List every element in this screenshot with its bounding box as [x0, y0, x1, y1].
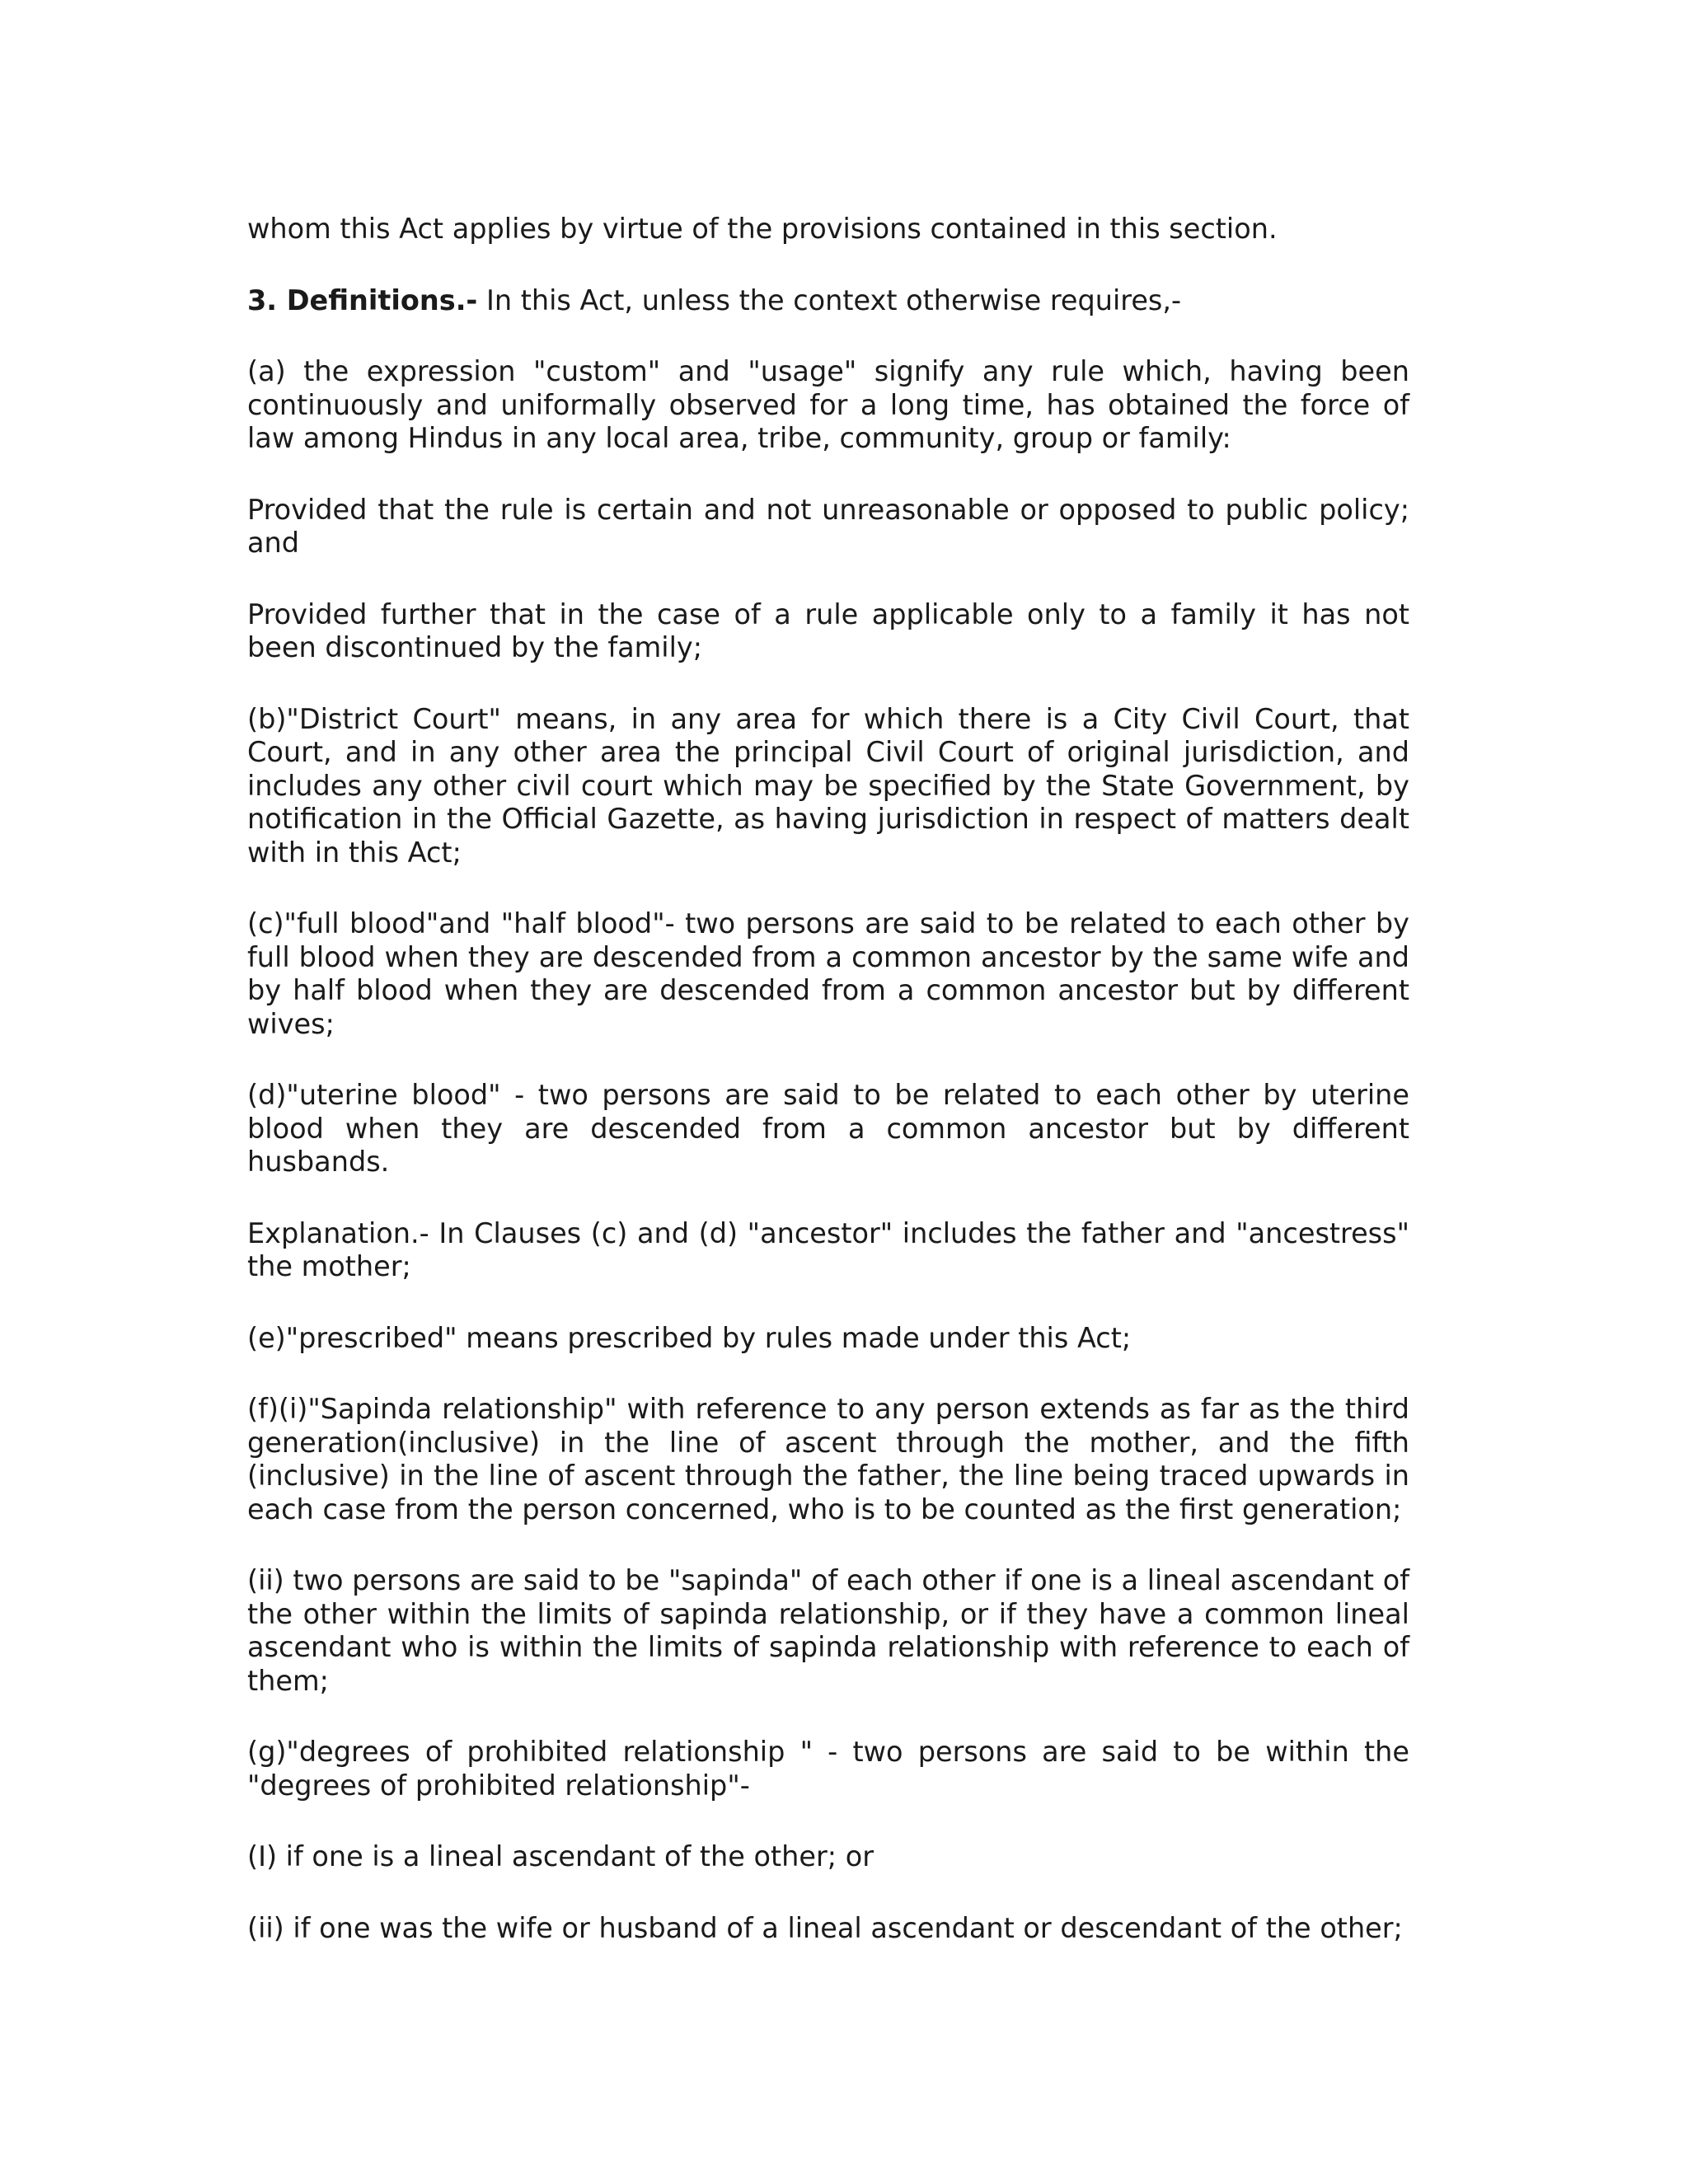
paragraph-text: Provided further that in the case of a rule applicable only to a family it has not been discontinued by the family; [247, 598, 1409, 663]
clause-g-i [247, 1840, 1409, 1874]
clause-e [247, 1322, 1409, 1356]
paragraph-text: (a) the expression "custom" and "usage" signify any rule which, having been continuously and uniformally observed for a long time, has obtained the force of law among Hindus in any local area, tribe, community, group or family: [247, 355, 1409, 454]
proviso-2 [247, 598, 1409, 665]
document-page [247, 213, 1409, 1983]
paragraph-text: (ii) if one was the wife or husband of a lineal ascendant or descendant of the other; [247, 1911, 1403, 1944]
clause-f-i [247, 1393, 1409, 1526]
paragraph-text: In this Act, unless the context otherwise requires,- [477, 284, 1182, 316]
clause-b [247, 703, 1409, 870]
clause-g-ii [247, 1912, 1409, 1946]
explanation [247, 1217, 1409, 1284]
section-3-heading-paragraph [247, 284, 1409, 318]
section-heading: 3. Definitions.- [247, 284, 478, 316]
paragraph-text: (b)"District Court" means, in any area for which there is a City Civil Court, that Court, and in any other area the principal Civil Court of original jurisdiction, and includes any other civil court which may be specified by the State Government, by notification in the Official Gazette, as having jurisdiction in respect of matters dealt with in this Act; [247, 702, 1409, 869]
paragraph-text: (d)"uterine blood" - two persons are said to be related to each other by uterine blood when they are descended from a common ancestor but by different husbands. [247, 1079, 1409, 1178]
clause-c [247, 907, 1409, 1041]
paragraph-text: (ii) two persons are said to be "sapinda" of each other if one is a lineal ascendant of the other within the limits of sapinda relationship, or if they have a common lineal ascendant who is within the limits of sapinda relationship with reference to each of them; [247, 1564, 1409, 1697]
clause-f-ii [247, 1564, 1409, 1698]
paragraph-text: (c)"full blood"and "half blood"- two persons are said to be related to each other by full blood when they are descended from a common ancestor by the same wife and by half blood when they are descended from a common ancestor but by different wives; [247, 907, 1409, 1040]
clause-a [247, 355, 1409, 456]
paragraph-text: Provided that the rule is certain and not unreasonable or opposed to public policy; and [247, 493, 1409, 559]
clause-d [247, 1079, 1409, 1179]
proviso-1 [247, 494, 1409, 560]
paragraph-text: (e)"prescribed" means prescribed by rules made under this Act; [247, 1321, 1132, 1354]
paragraph-intro [247, 213, 1409, 246]
paragraph-text: Explanation.- In Clauses (c) and (d) "ancestor" includes the father and "ancestress" the mother; [247, 1216, 1409, 1282]
clause-g [247, 1736, 1409, 1802]
paragraph-text: (f)(i)"Sapinda relationship" with reference to any person extends as far as the third generation(inclusive) in the line of ascent through the mother, and the fifth (inclusive) in the line of ascent through the father, the line being traced upwards in each case from the person concerned, who is to be counted as the first generation; [247, 1393, 1409, 1526]
paragraph-text: (I) if one is a lineal ascendant of the other; or [247, 1840, 874, 1872]
paragraph-text: (g)"degrees of prohibited relationship " - two persons are said to be within the "degrees of prohibited relationship"- [247, 1736, 1409, 1802]
paragraph-text: whom this Act applies by virtue of the provisions contained in this section. [247, 213, 1278, 245]
